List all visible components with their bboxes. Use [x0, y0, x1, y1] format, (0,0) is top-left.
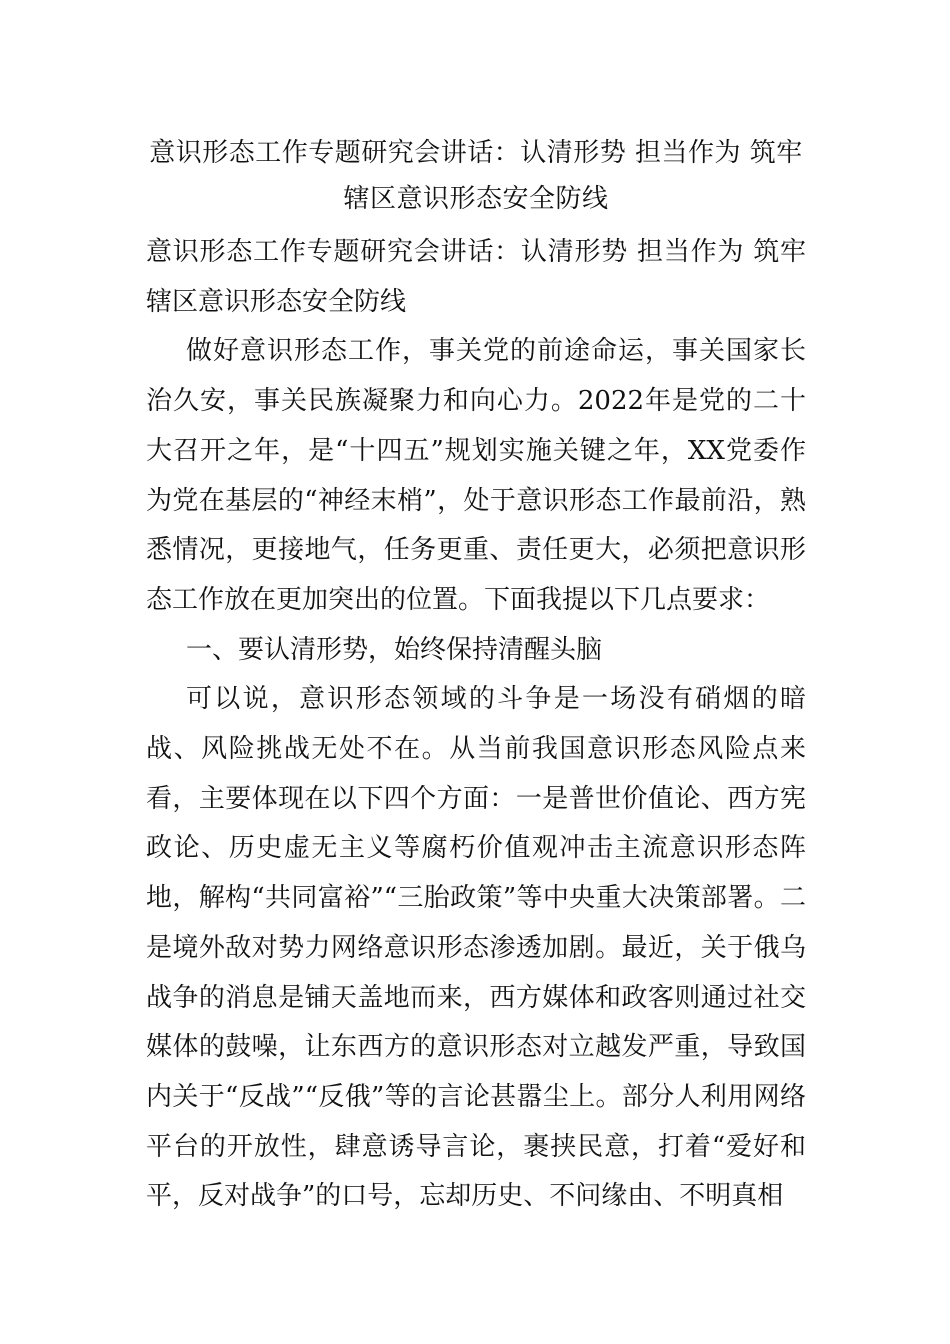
section-heading-1: 一、要认清形势，始终保持清醒头脑: [186, 634, 603, 665]
document-body: [146, 228, 806, 1222]
repeated-title: 意识形态工作专题研究会讲话：认清形势 担当作为 筑牢辖区意识形态安全防线: [146, 237, 806, 317]
body-paragraph-2: 可以说，意识形态领域的斗争是一场没有硝烟的暗战、风险挑战无处不在。从当前我国意识形态风险点来看，主要体现在以下四个方面：一是普世价值论、西方宪政论、历史虚无主义等腐朽价值观冲击主流意识形态阵地，解构“共同富裕”“三胎政策”等中央重大决策部署。二是境外敌对势力网络意识形态渗透加剧。最近，关于俄乌战争的消息是铺天盖地而来，西方媒体和政客则通过社交媒体的鼓噪，让东西方的意识形态对立越发严重，导致国内关于“反战”“反俄”等的言论甚嚣尘上。部分人利用网络平台的开放性，肆意诱导言论，裹挟民意，打着“爱好和平，反对战争”的口号，忘却历史、不问缘由、不明真相: [146, 684, 806, 1212]
intro-paragraph: 做好意识形态工作，事关党的前途命运，事关国家长治久安，事关民族凝聚力和向心力。2022年是党的二十大召开之年，是“十四五”规划实施关键之年，XX党委作为党在基层的“神经末梢”，处于意识形态工作最前沿，熟悉情况，更接地气，任务更重、责任更大，必须把意识形态工作放在更加突出的位置。下面我提以下几点要求：: [146, 336, 806, 615]
document-title: 意识形态工作专题研究会讲话：认清形势 担当作为 筑牢辖区意识形态安全防线: [149, 138, 803, 214]
